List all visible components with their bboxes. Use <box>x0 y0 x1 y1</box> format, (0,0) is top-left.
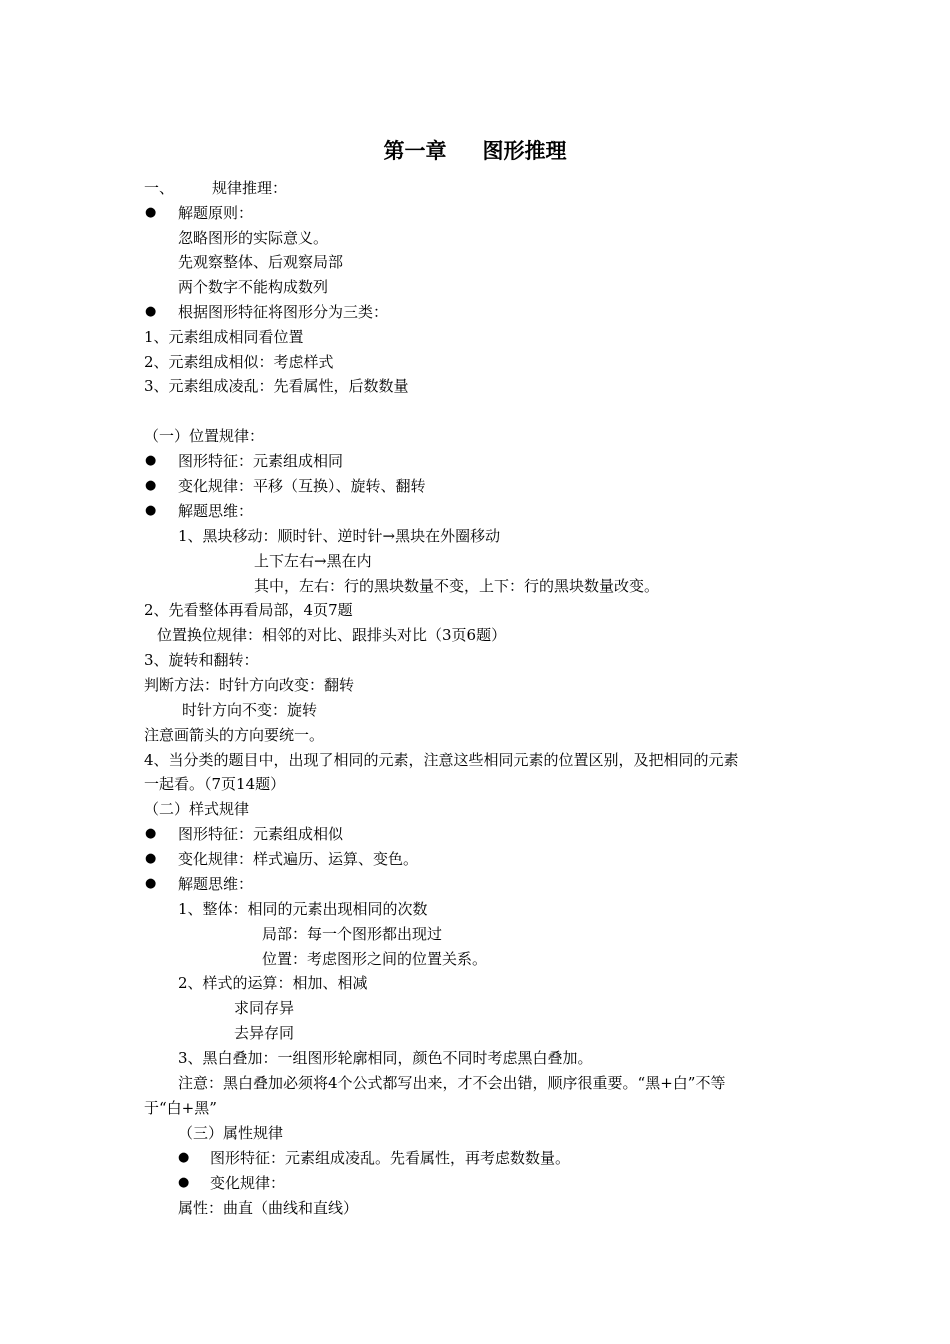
chapter-title <box>0 136 950 166</box>
text-line: 判断方法：时针方向改变：翻转 <box>144 676 355 694</box>
bullet-marker: ● <box>145 304 157 319</box>
bullet-marker: ● <box>145 851 157 866</box>
text-line: 图形特征：元素组成相似 <box>178 825 344 843</box>
text-line: 注意：黑白叠加必须将4个公式都写出来，才不会出错，顺序很重要。“黑+白”不等 <box>178 1074 726 1092</box>
text-line: 2、样式的运算：相加、相减 <box>178 974 368 992</box>
text-line: 图形特征：元素组成凌乱。先看属性，再考虑数数量。 <box>210 1149 571 1167</box>
bullet-marker: ● <box>145 478 157 493</box>
text-line: 1、黑块移动：顺时针、逆时针→黑块在外圈移动 <box>178 527 501 545</box>
text-line: 图形特征：元素组成相同 <box>178 452 344 470</box>
text-line: 忽略图形的实际意义。 <box>178 229 329 247</box>
bullet-marker: ● <box>145 205 157 220</box>
text-line: 于“白+黑” <box>144 1099 217 1117</box>
text-line: 1、整体：相同的元素出现相同的次数 <box>178 900 428 918</box>
bullet-marker: ● <box>178 1150 190 1165</box>
text-line: 3、元素组成凌乱：先看属性，后数数量 <box>144 377 409 395</box>
text-line: 变化规律：样式遍历、运算、变色。 <box>178 850 419 868</box>
bullet-marker: ● <box>145 876 157 891</box>
text-line: 解题思维： <box>178 502 254 520</box>
text-line: 上下左右→黑在内 <box>254 552 372 570</box>
subsection-heading: （一）位置规律： <box>144 427 265 445</box>
text-line: 2、先看整体再看局部，4页7题 <box>144 601 353 619</box>
section-heading: 规律推理： <box>212 179 288 197</box>
subsection-heading: （三）属性规律 <box>178 1124 284 1142</box>
text-line: 变化规律：平移（互换）、旋转、翻转 <box>178 477 426 495</box>
bullet-marker: ● <box>145 453 157 468</box>
text-line: 属性：曲直（曲线和直线） <box>178 1199 359 1217</box>
text-line: 2、元素组成相似：考虑样式 <box>144 353 334 371</box>
text-line: 位置：考虑图形之间的位置关系。 <box>262 950 488 968</box>
text-line: 1、元素组成相同看位置 <box>144 328 304 346</box>
text-line: 解题思维： <box>178 875 254 893</box>
bullet-marker: ● <box>145 503 157 518</box>
text-line: 注意画箭头的方向要统一。 <box>144 726 325 744</box>
bullet-marker: ● <box>145 826 157 841</box>
bullet-marker: ● <box>178 1175 190 1190</box>
text-line: 局部：每一个图形都出现过 <box>262 925 443 943</box>
chapter-number: 第一章 <box>383 139 447 163</box>
text-line: 时针方向不变：旋转 <box>182 701 318 719</box>
text-line: 其中，左右：行的黑块数量不变，上下：行的黑块数量改变。 <box>254 577 660 595</box>
text-line: 位置换位规律：相邻的对比、跟排头对比（3页6题） <box>157 626 507 644</box>
text-line: 变化规律： <box>210 1174 286 1192</box>
text-line: 3、旋转和翻转： <box>144 651 259 669</box>
text-line: 两个数字不能构成数列 <box>178 278 329 296</box>
text-line: 根据图形特征将图形分为三类： <box>178 303 389 321</box>
text-line: 先观察整体、后观察局部 <box>178 253 344 271</box>
text-line: 去异存同 <box>234 1024 295 1042</box>
chapter-name: 图形推理 <box>482 139 567 163</box>
text-line: 解题原则： <box>178 204 254 222</box>
text-line: 4、当分类的题目中，出现了相同的元素，注意这些相同元素的位置区别，及把相同的元素 <box>144 751 739 769</box>
text-line: 3、黑白叠加：一组图形轮廓相同，颜色不同时考虑黑白叠加。 <box>178 1049 593 1067</box>
subsection-heading: （二）样式规律 <box>144 800 250 818</box>
section-number: 一、 <box>144 179 175 197</box>
text-line: 一起看。（7页14题） <box>144 775 286 793</box>
text-line: 求同存异 <box>234 999 295 1017</box>
